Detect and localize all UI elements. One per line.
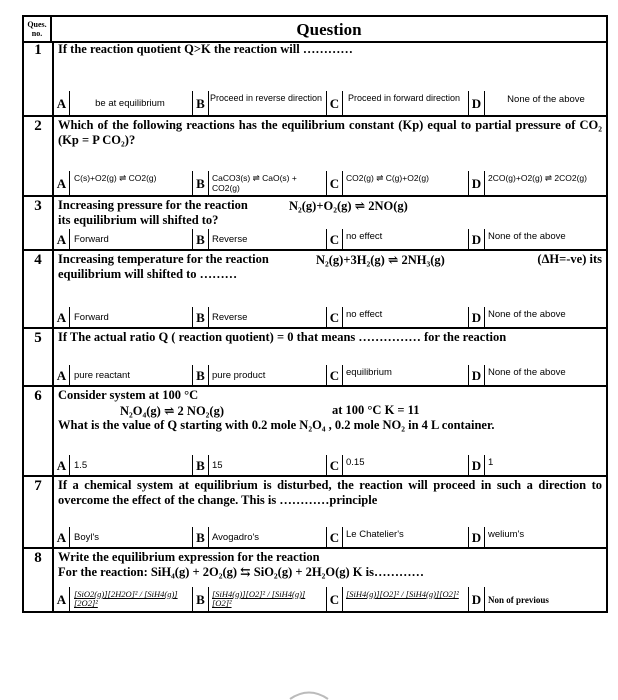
reaction-equation: N₂(g)+O₂(g) ⇌ 2NO(g) [289, 199, 408, 213]
option-d[interactable] [468, 455, 610, 475]
option-text: Boyl's [74, 532, 100, 543]
option-b[interactable] [192, 171, 326, 195]
question-number: 7 [34, 478, 42, 494]
option-text: Reverse [212, 312, 248, 323]
option-letter: D [468, 307, 485, 327]
option-text: CaCO3(s) ⇌ CaO(s) + CO2(g) [212, 173, 297, 193]
option-text: welium's [488, 529, 525, 540]
option-a[interactable] [54, 527, 192, 547]
option-letter: A [54, 587, 70, 611]
option-letter: A [54, 307, 70, 327]
option-letter: C [326, 587, 343, 611]
question-number: 4 [34, 252, 42, 268]
option-a-text: C(s)+O2(g) ⇌ CO2(g) [74, 173, 157, 183]
option-d[interactable] [468, 171, 610, 195]
option-b[interactable] [192, 455, 326, 475]
option-letter: D [468, 229, 485, 249]
question-row-3 [24, 197, 606, 251]
option-a[interactable] [54, 455, 192, 475]
reaction-equation: N₂(g)+3H₂(g) ⇌ 2NH₃(g) [316, 253, 445, 267]
option-letter: B [192, 455, 209, 475]
option-text: None of the above [488, 309, 566, 320]
option-a[interactable] [54, 229, 192, 249]
option-text: [SiH4(g)][O2]² / [SiH4(g)][O2]² [212, 589, 306, 608]
question-number: 2 [34, 118, 42, 134]
question-text: Consider system at 100 °C [58, 388, 199, 402]
option-text: no effect [346, 231, 383, 242]
option-text: [SiO2(g)][2H2O]² / [SiH4(g)][2O2]² [74, 589, 178, 608]
option-letter: C [326, 171, 343, 195]
option-letter: C [326, 455, 343, 475]
table-header [24, 17, 606, 43]
option-text: CO2(g) ⇌ C(g)+O2(g) [346, 173, 429, 183]
option-d[interactable] [468, 91, 610, 115]
enthalpy-note: (ΔH=-ve) its [537, 252, 602, 266]
option-letter: D [468, 587, 485, 611]
option-b[interactable] [192, 587, 326, 611]
question-text-line2: What is the value of Q starting with 0.2 mole N₂O₄ , 0.2 mole NO₂ in 4 L container. [58, 418, 495, 432]
option-a[interactable] [54, 365, 192, 385]
question-number: 1 [34, 42, 42, 58]
option-letter: A [54, 527, 70, 547]
option-letter: C [326, 229, 343, 249]
option-text: Proceed in forward direction [347, 93, 461, 103]
option-text: equilibrium [346, 367, 392, 378]
option-text: None of the above [488, 231, 566, 242]
question-text: If a chemical system at equilibrium is disturbed, the reaction will proceed in such a direction to overcome the effect of the change. This is …………principle [58, 478, 602, 507]
option-text: Reverse [212, 234, 248, 245]
option-text: 1 [488, 457, 494, 468]
option-letter: D [468, 455, 485, 475]
option-b[interactable] [192, 527, 326, 547]
option-c[interactable] [326, 365, 468, 385]
option-text: Avogadro's [212, 532, 260, 543]
option-d[interactable] [468, 229, 610, 249]
option-text: be at equilibrium [95, 98, 165, 109]
option-a[interactable] [54, 91, 192, 115]
option-a[interactable] [54, 171, 192, 195]
option-text: [SiH4(g)][O2]² / [SiH4(g)][O2]² [346, 589, 459, 599]
option-c[interactable] [326, 91, 468, 115]
option-letter: C [326, 91, 343, 115]
option-b[interactable] [192, 307, 326, 327]
option-text: None of the above [507, 94, 585, 105]
option-text: Non of previous [488, 595, 549, 605]
option-c[interactable] [326, 455, 468, 475]
option-text: Forward [74, 234, 109, 245]
question-text-line2: For the reaction: SiH₄(g) + 2O₂(g) ⇆ SiO₂(g) + 2H₂O(g) K is………… [58, 565, 424, 579]
option-d[interactable] [468, 587, 610, 611]
option-letter: B [192, 229, 209, 249]
option-letter: A [54, 91, 70, 115]
question-text: Increasing temperature for the reaction [58, 252, 269, 266]
option-text: 2CO(g)+O2(g) ⇌ 2CO2(g) [488, 173, 587, 183]
option-letter: A [54, 229, 70, 249]
question-text: Write the equilibrium expression for the reaction [58, 550, 320, 564]
option-text: Forward [74, 312, 109, 323]
question-row-1 [24, 41, 606, 117]
option-text: None of the above [488, 367, 566, 378]
question-row-8 [24, 549, 606, 611]
question-text: Increasing pressure for the reaction [58, 198, 248, 212]
option-text: no effect [346, 309, 383, 320]
option-letter: B [192, 91, 209, 115]
option-d[interactable] [468, 527, 610, 547]
question-text: Which of the following reactions has the equilibrium constant (Kp) equal to partial pressure of CO₂ (Kp = P CO₂)? [58, 118, 602, 147]
option-letter: B [192, 587, 209, 611]
option-b[interactable] [192, 91, 326, 115]
option-letter: A [54, 455, 70, 475]
option-c[interactable] [326, 527, 468, 547]
question-text-line2: equilibrium will shifted to ……… [58, 267, 238, 281]
option-letter: C [326, 365, 343, 385]
question-header: Question [296, 20, 362, 39]
option-letter: C [326, 307, 343, 327]
option-letter: D [468, 91, 485, 115]
option-text: Proceed in reverse direction [209, 93, 323, 103]
option-c[interactable] [326, 171, 468, 195]
question-number: 6 [34, 388, 42, 404]
option-letter: A [54, 171, 70, 195]
option-a[interactable] [54, 587, 192, 611]
question-row-5 [24, 329, 606, 387]
question-number: 3 [34, 198, 42, 214]
option-c[interactable] [326, 307, 468, 327]
option-text: Le Chatelier's [346, 529, 404, 540]
reaction-equation: N₂O₄(g) ⇌ 2 NO₂(g) [120, 404, 224, 418]
chevron-up-icon[interactable] [286, 688, 332, 700]
option-a[interactable] [54, 307, 192, 327]
option-letter: B [192, 365, 209, 385]
question-row-7 [24, 477, 606, 549]
option-letter: B [192, 171, 209, 195]
option-b[interactable] [192, 229, 326, 249]
question-row-6 [24, 387, 606, 477]
question-table [22, 15, 608, 613]
question-row-2 [24, 117, 606, 197]
option-letter: D [468, 365, 485, 385]
option-letter: D [468, 171, 485, 195]
option-letter: B [192, 527, 209, 547]
option-text: 15 [212, 460, 223, 471]
option-c[interactable] [326, 229, 468, 249]
option-letter: B [192, 307, 209, 327]
option-letter: C [326, 527, 343, 547]
option-b[interactable] [192, 365, 326, 385]
question-number: 5 [34, 330, 42, 346]
option-letter: A [54, 365, 70, 385]
option-c[interactable] [326, 587, 468, 611]
option-text: pure reactant [74, 370, 130, 381]
ques-no-header: Ques. no. [24, 17, 52, 41]
option-d[interactable] [468, 365, 610, 385]
option-letter: D [468, 527, 485, 547]
option-d[interactable] [468, 307, 610, 327]
question-text: If the reaction quotient Q>K the reaction will ………… [58, 42, 353, 56]
option-text: 1.5 [74, 460, 88, 471]
question-row-4 [24, 251, 606, 329]
question-text-tail: its equilibrium will shifted to? [58, 213, 219, 227]
reaction-conditions: at 100 °C K = 11 [332, 403, 420, 417]
option-text: pure product [212, 370, 266, 381]
question-number: 8 [34, 550, 42, 566]
option-text: 0.15 [346, 457, 365, 468]
question-text: If The actual ratio Q ( reaction quotient) = 0 that means …………… for the reaction [58, 330, 507, 344]
